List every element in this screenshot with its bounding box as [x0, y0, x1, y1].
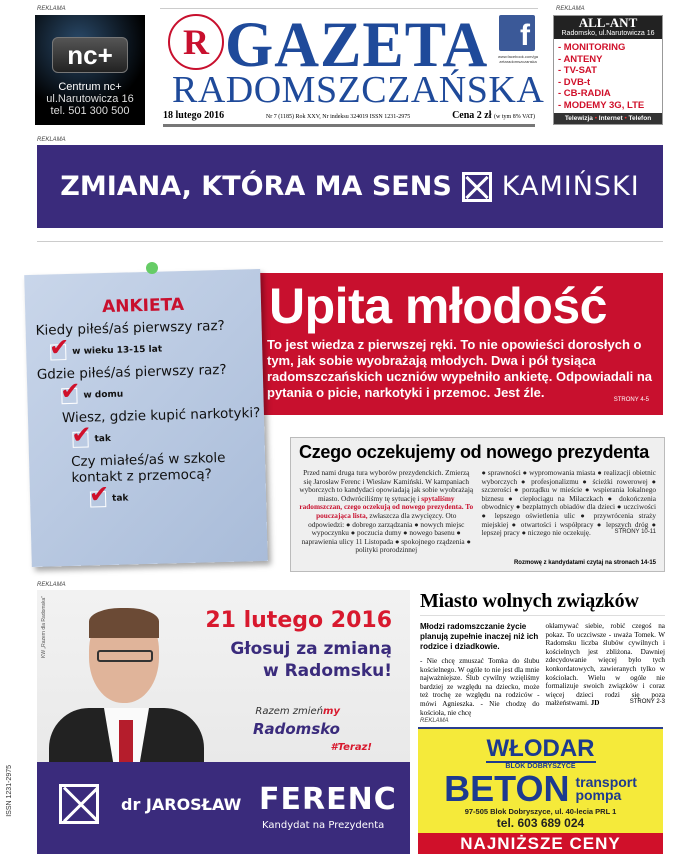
ballot-x-icon — [59, 784, 99, 824]
facebook-url: www.facebook.com/gazetaradomszczanska — [497, 54, 539, 64]
ad-footer: Telewizja • Internet • Telefon — [554, 113, 662, 124]
survey-question: Czy miałeś/aś w szkole kontakt z przemocą? — [70, 449, 226, 486]
survey-answer: w domu — [83, 389, 124, 401]
facebook-icon[interactable]: f — [499, 15, 535, 51]
ad-product: BETON — [444, 768, 570, 809]
candidate-role: Kandydat na Prezydenta — [262, 820, 385, 831]
issn-label: ISSN 1231-2975 — [6, 765, 13, 817]
ad-phone: tel. 603 689 024 — [496, 816, 585, 830]
ad-label: REKLAMA — [556, 6, 585, 12]
checkmark-icon — [50, 344, 66, 360]
ad-subbrand: BLOK DOBRYSZYCE — [486, 761, 596, 770]
divider — [37, 241, 663, 242]
lead-body: To jest wiedza z pierwszej ręki. To nie opowieści dorosłych o tym, jak sobie wyobrażają młodych. Dwa i pół tysiąca radomszczańskich uczniów wypełniło ankietę. Odpowiadali na pytania o picie, narkotyki i przemoc. Jest źle. — [267, 337, 653, 400]
price: Cena 2 zł (w tym 8% VAT) — [452, 110, 535, 121]
survey-question: Gdzie piłeś/aś pierwszy raz? — [36, 361, 227, 383]
president-story[interactable] — [290, 437, 665, 572]
ncplus-ad[interactable] — [35, 15, 145, 125]
candidate-surname: FERENC — [259, 782, 397, 817]
story-column: Młodzi radomszczanie życie planują zupełnie inaczej niż ich rodzice i dziadkowie. - Nie chcę zmuszać Tomka do ślubu kościelnego. W ogóle to nie jest dla mnie najważniejsze. Ślub cywilny wzięliśmy bardziej ze względu na dziecko, może też trochę ze względu na rodziców - mówi Agnieszka. - Nie chodzę do kościoła, nie chcę — [420, 622, 540, 717]
story-headline: Czego oczekujemy od nowego prezydenta — [299, 442, 649, 462]
ad-address: ul.Narutowicza 16 — [46, 93, 134, 105]
page-ref: STRONY 10-11 — [614, 529, 656, 536]
ncplus-logo: nc+ — [52, 37, 128, 73]
ad-address: Radomsko, ul.Narutowicza 16 — [554, 30, 662, 39]
ad-services: transport pompa — [575, 774, 637, 803]
ad-text: Centrum nc+ — [58, 81, 122, 93]
wlodar-ad[interactable] — [418, 727, 663, 854]
miasto-story[interactable] — [420, 590, 665, 715]
dateline — [163, 110, 535, 121]
pin-icon — [146, 262, 158, 274]
banner-slogan: ZMIANA, KTÓRA MA SENS — [60, 171, 452, 202]
story-lead: Młodzi radomszczanie życie planują zupełnie inaczej niż ich rodzice i dziadkowie. — [420, 622, 539, 651]
seal-logo: R — [168, 14, 224, 70]
survey-answer: tak — [94, 433, 112, 445]
issue-number: Nr 7 (1185) Rok XXV, Nr indeksu 324019 ISSN 1231-2975 — [265, 114, 411, 120]
story-column: Przed nami druga tura wyborów prezydenckich. Zmierzą się Jarosław Ferenc i Wiesław Kamiński. W kampaniach wyborczych to kandydaci opowiadają jak sobie wyobrażają miasto. Odwróciliśmy tę sytuację i spytaliśmy radomszczan, czego oczekują od nowego prezydenta. To pouczająca lista, zwłaszcza dla zwycięzcy. Oto odpowiedzi: ● dobrego zarządzania ● nowych miejsc wypoczynku ● poczucia dumy ● nowego basenu ● naprawienia ulicy 11 Listopada ● spokojnego rządzenia ● polityki prorodzinnej — [299, 468, 474, 555]
lead-story[interactable] — [255, 273, 663, 415]
divider — [163, 124, 535, 127]
newspaper-title: GAZETA — [225, 9, 489, 81]
survey-answer: w wieku 13-15 lat — [72, 344, 163, 357]
lead-headline: Upita młodość — [269, 278, 607, 334]
candidate-firstname: dr JAROSŁAW — [121, 795, 242, 814]
election-date: 21 lutego 2016 — [205, 608, 392, 633]
tagline: Razem zmieńmy — [255, 706, 340, 717]
ad-phone: tel. 501 300 500 — [50, 105, 130, 117]
story-headline: Miasto wolnych związków — [420, 590, 665, 616]
story-footer: Rozmowę z kandydatami czytaj na stronach 14-15 — [513, 560, 656, 566]
allant-ad[interactable] — [553, 15, 663, 125]
page-ref: STRONY 2-3 — [629, 699, 665, 706]
banner-name: KAMIŃSKI — [501, 171, 640, 202]
ad-label: REKLAMA — [420, 718, 449, 724]
survey-question: Wiesz, gdzie kupić narkotyki? — [61, 405, 261, 427]
ad-address: 97-505 Blok Dobryszyce, ul. 40-lecia PRL 1 — [464, 807, 617, 816]
checkmark-icon — [72, 432, 88, 448]
story-column: ● sprawności ● wypromowania miasta ● realizacji obietnic wyborczych ● profesjonalizmu ● ścieżki rowerowej ● szczerości ● porządku w mieście ● wspierania lokalnego biznesu ● ciepłociągu na Miłaczkach ● dokończenia obwodnicy ● bezpłatnych obiadów dla dzieci ● uczciwości ● lepszego oświetlenia ulic ● przywrócenia straży miejskiej ● otwartości i współpracy ● lepszych dróg ● lepszej pracy ● niczego nie oczekuję. STRONY 10-11 — [481, 468, 656, 538]
candidate-bar — [37, 762, 410, 854]
story-column: okłamywać siebie, robić czegoś na pokaz. To uczciwsze - uważa Tomek. W Radomsku liczba ślubów cywilnych i kościelnych jest zbliżona. Dawniej zdecydowanie więcej było tych konkordatowych, zawieranych tylko w kościołach. Wielu w ogóle nie formalizuje swoich związków i coraz więcej dzieci rodzi się poza małżeństwami. JD STRONY 2-3 — [545, 622, 665, 708]
ad-label: REKLAMA — [37, 6, 66, 12]
kaminski-banner-ad[interactable] — [37, 145, 663, 228]
checkmark-icon — [61, 388, 77, 404]
ferenc-campaign-ad[interactable] — [37, 590, 410, 854]
slogan: Głosuj za zmianą w Radomsku! — [230, 639, 392, 681]
ballot-x-icon — [462, 172, 492, 202]
tagline-city: Radomsko — [252, 720, 340, 738]
ad-label: REKLAMA — [37, 582, 66, 588]
issue-date: 18 lutego 2016 — [163, 110, 225, 121]
service-list: - MONITORING - ANTENY - TV-SAT - DVB-t - CB-RADIA - MODEMY 3G, LTE — [558, 42, 645, 111]
newspaper-subtitle: RADOMSZCZAŃSKA — [172, 69, 545, 111]
candidate-photo — [49, 608, 199, 778]
ad-brand: WŁODAR — [486, 735, 595, 762]
ad-brand: ALL-ANT — [554, 16, 662, 30]
ad-label: REKLAMA — [37, 137, 66, 143]
survey-title: ANKIETA — [101, 294, 185, 318]
page-ref: STRONY 4-5 — [613, 397, 649, 403]
hashtag: #Teraz! — [330, 742, 372, 753]
checkmark-icon — [90, 491, 106, 507]
committee-label: KW „Razem dla Radomska” — [41, 596, 47, 658]
survey-answer: tak — [111, 493, 129, 504]
survey-question: Kiedy piłeś/aś pierwszy raz? — [35, 317, 225, 339]
ad-slogan: NAJNIŻSZE CENY — [418, 833, 663, 854]
survey-note — [24, 269, 268, 567]
